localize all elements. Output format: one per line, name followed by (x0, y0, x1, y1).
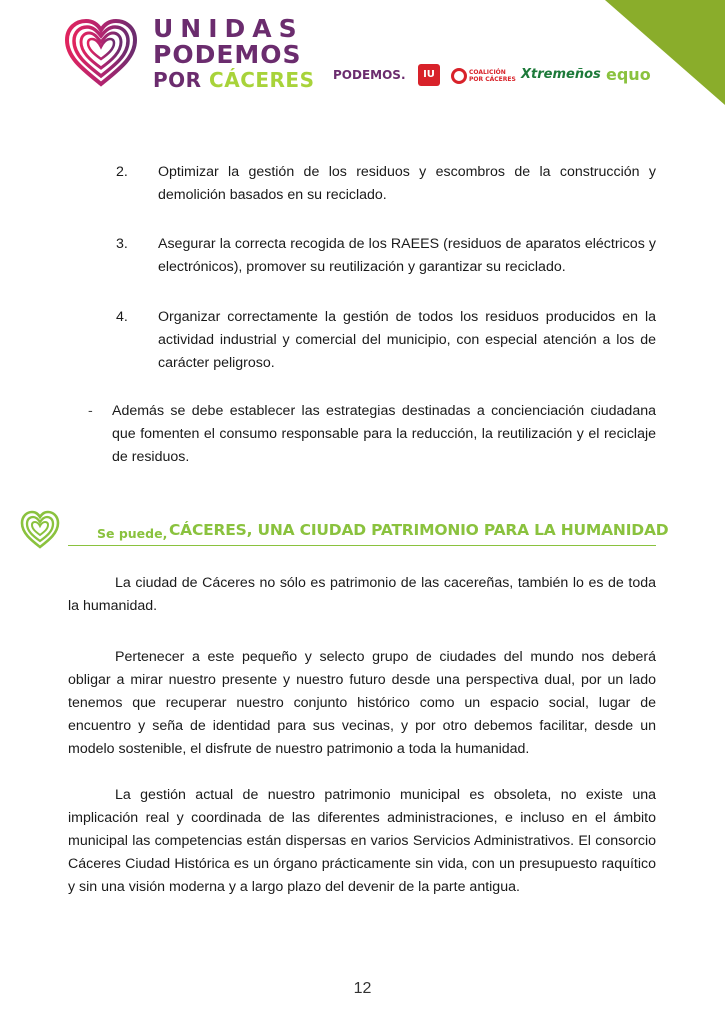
coalicion-ring-icon (451, 68, 467, 84)
logo-line-1: UNIDAS (153, 14, 304, 43)
heart-logo-icon (64, 18, 138, 88)
podemos-logo: PODEMOS. (333, 68, 406, 82)
paragraph: La gestión actual de nuestro patrimonio municipal es obsoleta, no existe una implicación real y coordinada de las diferentes administraciones, e incluso en el ámbito municipal las competencias están dispersas en varios Servicios Administrativos. El consorcio Cáceres Ciudad Histórica es un órgano prácticamente sin vida, con un presupuesto raquítico y sin una visión moderna y a largo plazo del devenir de la parte antigua. (68, 787, 656, 895)
dash-item-text: Además se debe establecer las estrategias destinadas a concienciación ciudadana que fomenten el consumo responsable para la reducción, la reutilización y el reciclaje de residuos. (112, 403, 656, 465)
coalicion-line-1: COALICIÓN (469, 68, 506, 76)
corner-decoration (605, 0, 725, 105)
brand-logo-text (153, 16, 315, 90)
list-item-text: Organizar correctamente la gestión de todos los residuos producidos en la actividad industrial y comercial del municipio, con especial atención a los de carácter peligroso. (158, 309, 656, 371)
heart-icon (20, 510, 60, 550)
list-item-text: Optimizar la gestión de los residuos y escombros de la construcción y demolición basados en su reciclado. (158, 164, 656, 203)
coalicion-text (469, 69, 516, 83)
list-item (116, 161, 656, 207)
list-item (116, 233, 656, 279)
equo-logo: equo (606, 65, 651, 84)
logo-line-3-caceres: CÁCERES (209, 68, 315, 92)
logo-line-3-por: POR (153, 68, 202, 92)
logo-line-3 (153, 70, 315, 90)
logo-line-2: PODEMOS (153, 40, 302, 69)
extremenos-logo: Xtremeños (521, 67, 601, 82)
paragraph: Pertenecer a este pequeño y selecto grupo de ciudades del mundo nos deberá obligar a mirar nuestro presente y nuestro futuro desde una perspectiva dual, por un lado tenemos que recuperar nuestro conjunto histórico como un espacio social, lugar de encuentro y seña de identidad para sus vecinas, y por otro debemos facilitar, desde un modelo sostenible, el disfrute de nuestro patrimonio a toda la humanidad. (68, 649, 656, 757)
dash-list-item (88, 400, 656, 469)
page-number: 12 (353, 980, 372, 997)
paragraph: La ciudad de Cáceres no sólo es patrimonio de las cacereñas, también lo es de toda la humanidad. (68, 575, 656, 614)
list-item (116, 306, 656, 375)
iu-logo: IU (418, 64, 440, 86)
coalicion-logo (451, 65, 516, 84)
dash-bullet: - (88, 403, 93, 419)
section-title: CÁCERES, UNA CIUDAD PATRIMONIO PARA LA HUMANIDAD (169, 521, 669, 539)
list-item-number: 2. (116, 164, 128, 180)
section-prefix: Se puede, (97, 526, 168, 541)
list-item-text: Asegurar la correcta recogida de los RAEES (residuos de aparatos eléctricos y electrónicos), promover su reutilización y garantizar su reciclado. (158, 236, 656, 275)
section-heading (68, 521, 669, 546)
list-item-number: 3. (116, 236, 128, 252)
list-item-number: 4. (116, 309, 128, 325)
coalicion-line-2: POR CÁCERES (469, 75, 516, 83)
